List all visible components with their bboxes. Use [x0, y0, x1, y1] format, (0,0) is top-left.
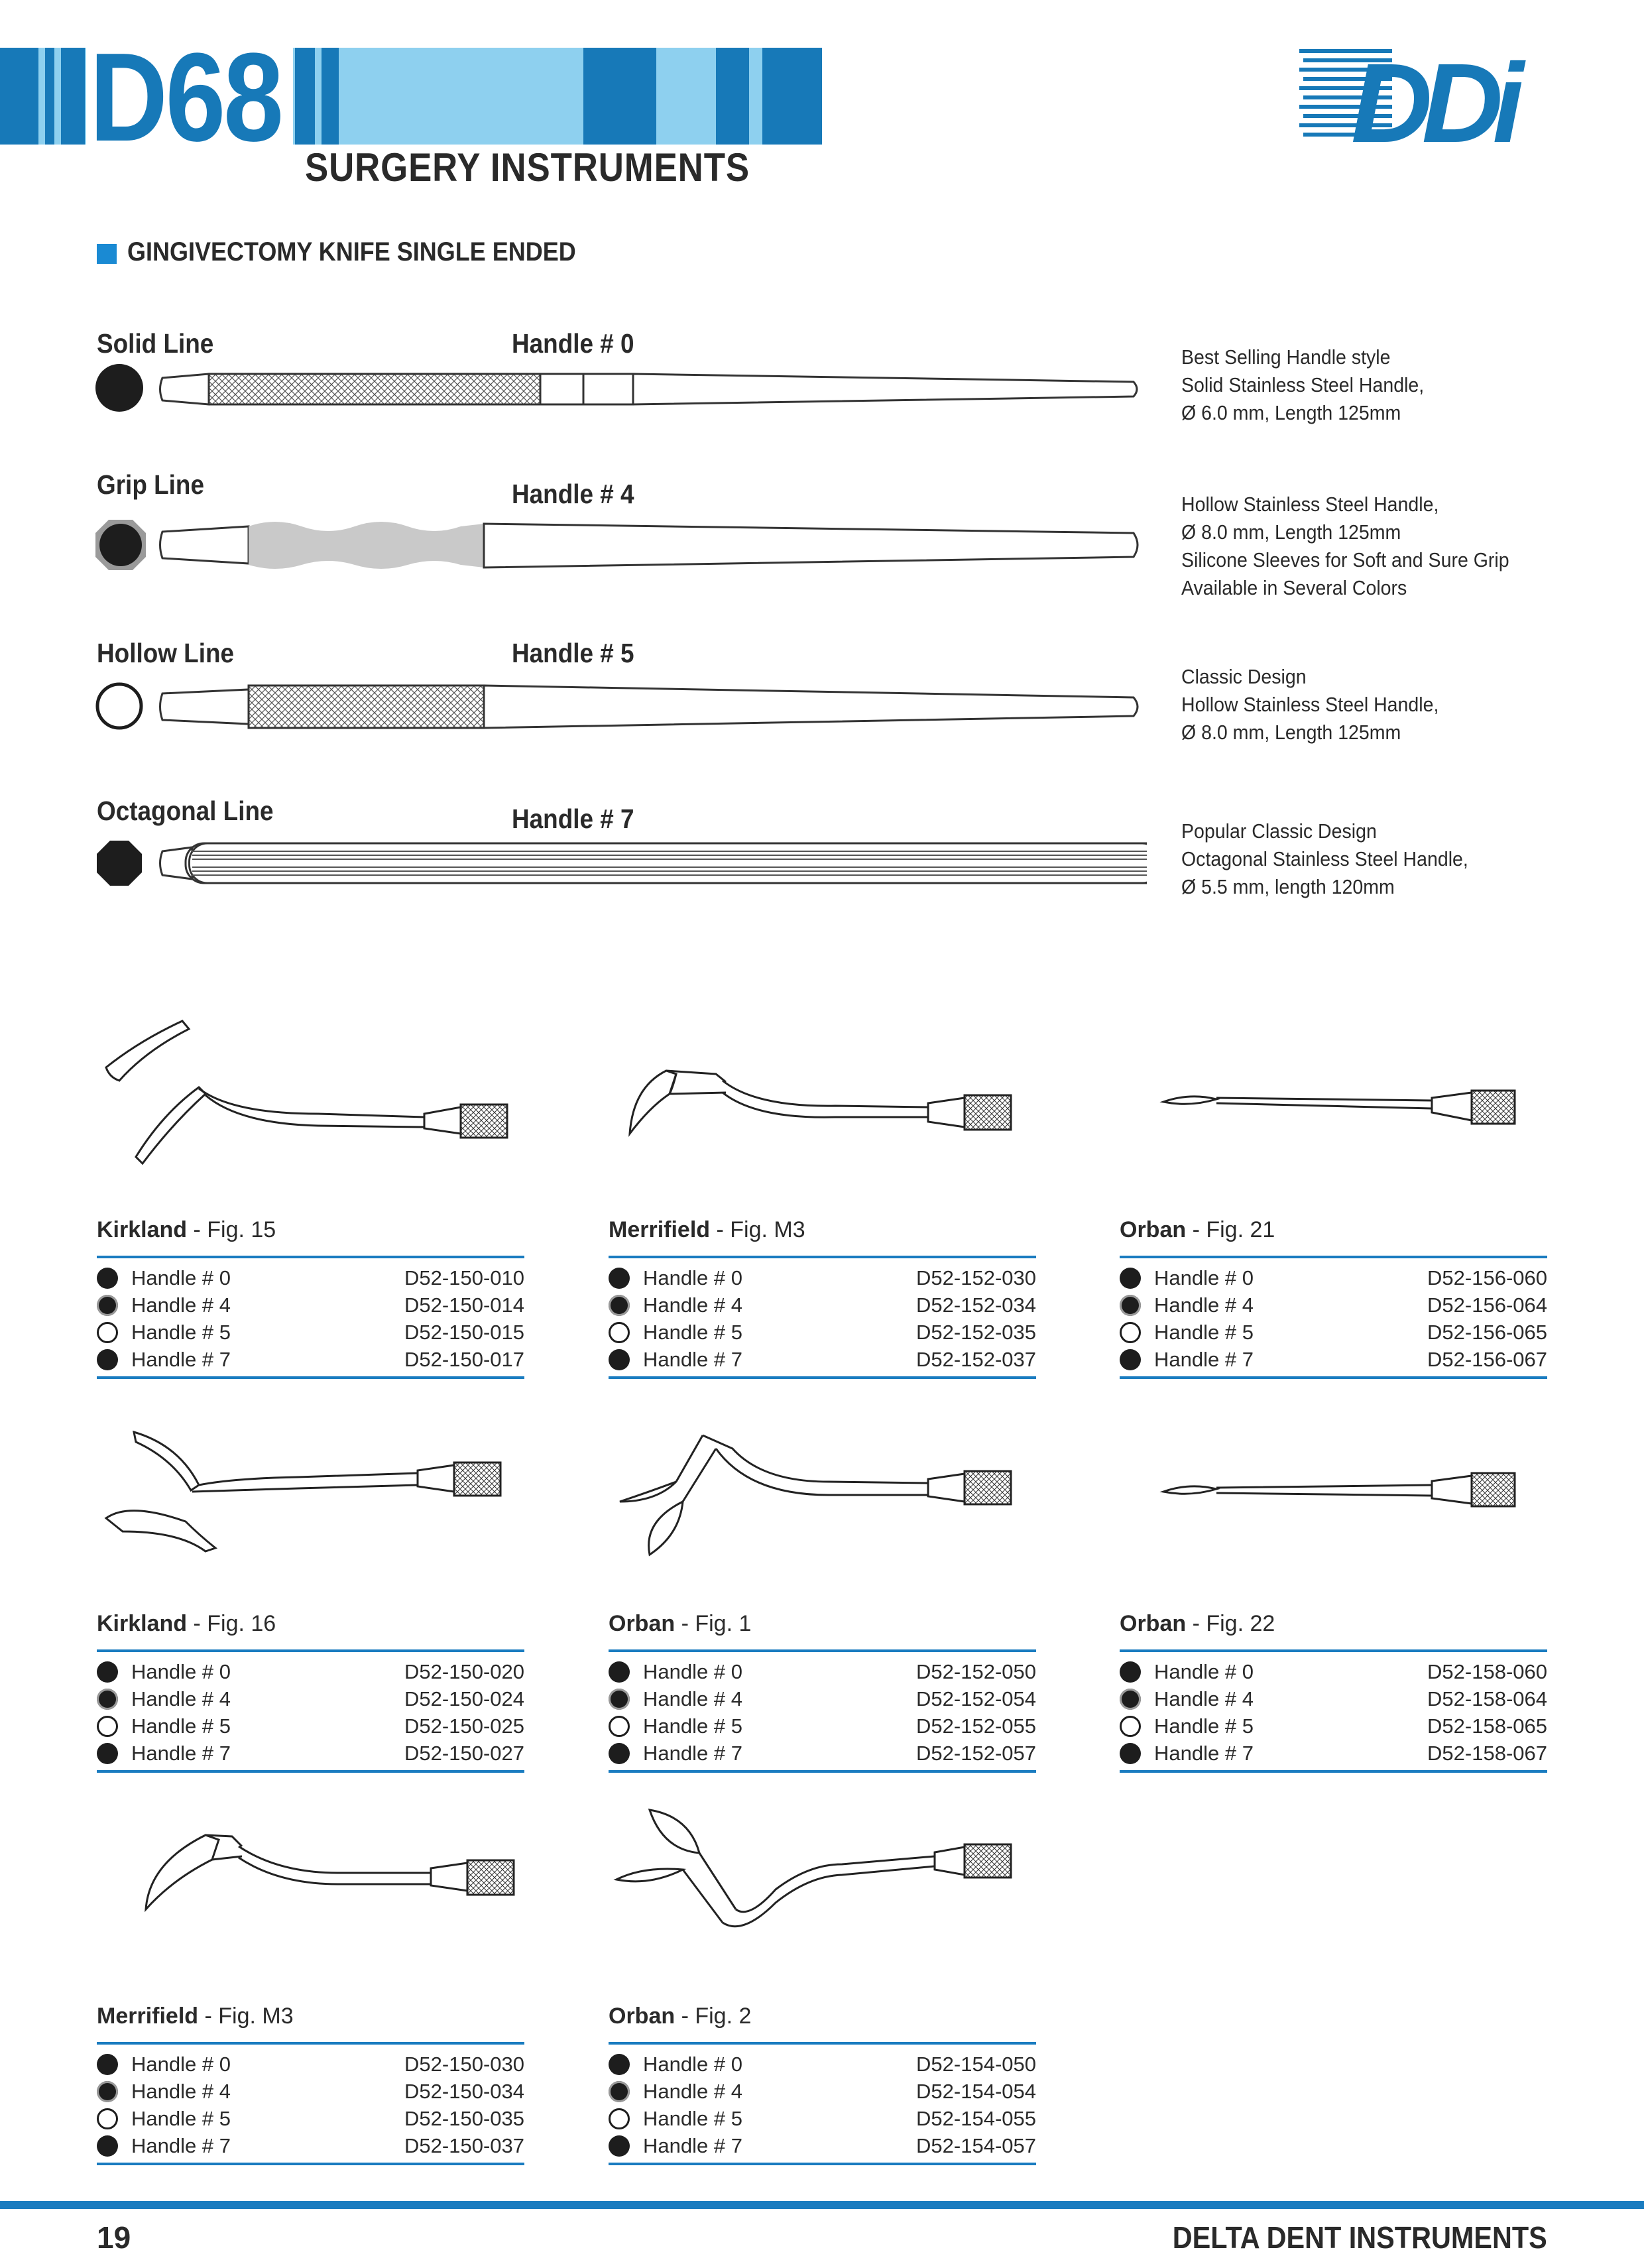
handle-7-drawing: [93, 829, 1147, 902]
divider: [609, 1649, 1036, 1652]
page-number: 19: [97, 2220, 131, 2255]
divider: [97, 1649, 524, 1652]
table-row: Handle # 5 D52-152-055: [609, 1713, 1036, 1740]
product-title: Orban - Fig. 22: [1120, 1611, 1275, 1636]
table-row: Handle # 5 D52-150-025: [97, 1713, 524, 1740]
footer-rule: [0, 2201, 1644, 2209]
table-row: Handle # 5 D52-150-015: [97, 1319, 524, 1346]
table-row: Handle # 0 D52-150-010: [97, 1265, 524, 1291]
table-row: Handle # 0 D52-154-050: [609, 2051, 1036, 2078]
grip-dot-icon: [97, 1295, 118, 1316]
hollow-circle-icon: [609, 1322, 630, 1343]
table-row: Handle # 0 D52-156-060: [1120, 1265, 1547, 1291]
grip-dot-icon: [97, 2081, 118, 2102]
table-row: Handle # 4 D52-152-034: [609, 1292, 1036, 1319]
page-subtitle: SURGERY INSTRUMENTS: [305, 145, 750, 190]
footer-brand: DELTA DENT INSTRUMENTS: [1172, 2220, 1547, 2255]
table-row: Handle # 0 D52-152-030: [609, 1265, 1036, 1291]
hollow-circle-icon: [97, 684, 141, 728]
octagon-icon: [609, 1349, 630, 1370]
table-row: Handle # 4 D52-158-064: [1120, 1686, 1547, 1712]
octagon-icon: [1120, 1743, 1141, 1764]
product-title: Orban - Fig. 21: [1120, 1217, 1275, 1242]
ddi-logo: [1299, 41, 1551, 147]
handle-0-description: Best Selling Handle style Solid Stainless Steel Handle, Ø 6.0 mm, Length 125mm: [1181, 345, 1425, 424]
table-row: Handle # 4 D52-152-054: [609, 1686, 1036, 1712]
solid-dot-icon: [609, 1661, 630, 1683]
product-title: Kirkland - Fig. 15: [97, 1217, 276, 1242]
handle-name-7: Handle # 7: [512, 804, 634, 834]
orban-fig21-drawing: [1153, 1074, 1551, 1140]
octagon-icon: [97, 1743, 118, 1764]
handle-name-0: Handle # 0: [512, 328, 634, 359]
line-name-octagonal: Octagonal Line: [97, 796, 274, 826]
logo-text: DDi: [1351, 41, 1513, 147]
solid-dot-icon: [609, 1268, 630, 1289]
table-row: Handle # 4 D52-154-054: [609, 2078, 1036, 2105]
table-row: Handle # 0 D52-152-050: [609, 1659, 1036, 1685]
catalog-code: D68: [89, 27, 282, 168]
table-row: Handle # 7 D52-150-017: [97, 1346, 524, 1373]
orban-fig22-drawing: [1153, 1459, 1551, 1525]
handle-5-drawing: [93, 670, 1147, 743]
grip-dot-icon: [609, 2081, 630, 2102]
line-name-hollow: Hollow Line: [97, 638, 235, 668]
table-row: Handle # 0 D52-158-060: [1120, 1659, 1547, 1685]
table-row: Handle # 5 D52-152-035: [609, 1319, 1036, 1346]
octagon-icon: [97, 841, 142, 886]
grip-dot-icon: [609, 1689, 630, 1710]
divider: [97, 1376, 524, 1379]
handle-4-description: Hollow Stainless Steel Handle, Ø 8.0 mm, Length 125mm Silicone Sleeves for Soft and Sure Grip Available in Several Colors: [1181, 493, 1509, 599]
product-title: Kirkland - Fig. 16: [97, 1611, 276, 1636]
table-row: Handle # 7 D52-156-067: [1120, 1346, 1547, 1373]
hollow-circle-icon: [1120, 1322, 1141, 1343]
merrifield-figm3-bottom-drawing: [126, 1817, 537, 1949]
grip-dot-icon: [1120, 1689, 1141, 1710]
product-title: Merrifield - Fig. M3: [609, 1217, 805, 1242]
divider: [1120, 1649, 1547, 1652]
line-name-solid: Solid Line: [97, 328, 214, 359]
table-row: Handle # 7 D52-150-027: [97, 1740, 524, 1767]
table-row: Handle # 5 D52-158-065: [1120, 1713, 1547, 1740]
table-row: Handle # 4 D52-150-024: [97, 1686, 524, 1712]
divider: [609, 2042, 1036, 2045]
merrifield-figm3-drawing: [610, 1034, 1034, 1167]
divider: [609, 1256, 1036, 1258]
solid-dot-icon: [1120, 1661, 1141, 1683]
solid-dot-icon: [97, 1661, 118, 1683]
hollow-circle-icon: [97, 1716, 118, 1737]
handle-name-5: Handle # 5: [512, 638, 634, 668]
table-row: Handle # 4 D52-156-064: [1120, 1292, 1547, 1319]
hollow-circle-icon: [609, 1716, 630, 1737]
table-row: Handle # 5 D52-150-035: [97, 2106, 524, 2132]
table-row: Handle # 4 D52-150-014: [97, 1292, 524, 1319]
kirkland-fig15-drawing: [99, 1014, 524, 1173]
hollow-circle-icon: [1120, 1716, 1141, 1737]
table-row: Handle # 4 D52-150-034: [97, 2078, 524, 2105]
octagon-icon: [609, 1743, 630, 1764]
octagon-icon: [97, 2135, 118, 2157]
divider: [609, 1376, 1036, 1379]
divider: [609, 1770, 1036, 1773]
octagon-icon: [609, 2135, 630, 2157]
divider: [1120, 1256, 1547, 1258]
divider: [1120, 1376, 1547, 1379]
kirkland-fig16-drawing: [99, 1425, 524, 1584]
table-row: Handle # 7 D52-150-037: [97, 2133, 524, 2159]
product-title: Merrifield - Fig. M3: [97, 2003, 294, 2029]
orban-fig2-drawing: [610, 1803, 1034, 1956]
divider: [97, 1256, 524, 1258]
orban-fig1-drawing: [610, 1429, 1034, 1575]
table-row: Handle # 7 D52-154-057: [609, 2133, 1036, 2159]
hollow-circle-icon: [97, 2108, 118, 2129]
hollow-circle-icon: [609, 2108, 630, 2129]
octagon-icon: [1120, 1349, 1141, 1370]
divider: [97, 2042, 524, 2045]
octagon-icon: [97, 1349, 118, 1370]
handle-5-description: Classic Design Hollow Stainless Steel Handle, Ø 8.0 mm, Length 125mm: [1181, 665, 1439, 744]
section-title: GINGIVECTOMY KNIFE SINGLE ENDED: [127, 237, 576, 267]
solid-dot-icon: [97, 1268, 118, 1289]
divider: [97, 1770, 524, 1773]
table-row: Handle # 7 D52-158-067: [1120, 1740, 1547, 1767]
line-name-grip: Grip Line: [97, 469, 204, 500]
table-row: Handle # 0 D52-150-020: [97, 1659, 524, 1685]
divider: [609, 2163, 1036, 2165]
handle-4-drawing: [93, 504, 1147, 590]
solid-dot-icon: [609, 2054, 630, 2075]
grip-dot-icon: [1120, 1295, 1141, 1316]
table-row: Handle # 7 D52-152-037: [609, 1346, 1036, 1373]
solid-dot-icon: [95, 364, 143, 412]
handle-name-4: Handle # 4: [512, 479, 634, 509]
handle-7-description: Popular Classic Design Octagonal Stainless Steel Handle, Ø 5.5 mm, length 120mm: [1181, 819, 1468, 898]
table-row: Handle # 5 D52-156-065: [1120, 1319, 1547, 1346]
divider: [1120, 1770, 1547, 1773]
section-marker-icon: [97, 244, 117, 264]
grip-dot-icon: [609, 1295, 630, 1316]
table-row: Handle # 5 D52-154-055: [609, 2106, 1036, 2132]
solid-dot-icon: [1120, 1268, 1141, 1289]
table-row: Handle # 7 D52-152-057: [609, 1740, 1036, 1767]
solid-dot-icon: [97, 2054, 118, 2075]
product-title: Orban - Fig. 2: [609, 2003, 752, 2029]
grip-dot-icon: [97, 1689, 118, 1710]
hollow-circle-icon: [97, 1322, 118, 1343]
product-title: Orban - Fig. 1: [609, 1611, 752, 1636]
table-row: Handle # 0 D52-150-030: [97, 2051, 524, 2078]
divider: [97, 2163, 524, 2165]
handle-0-drawing: [93, 358, 1147, 418]
